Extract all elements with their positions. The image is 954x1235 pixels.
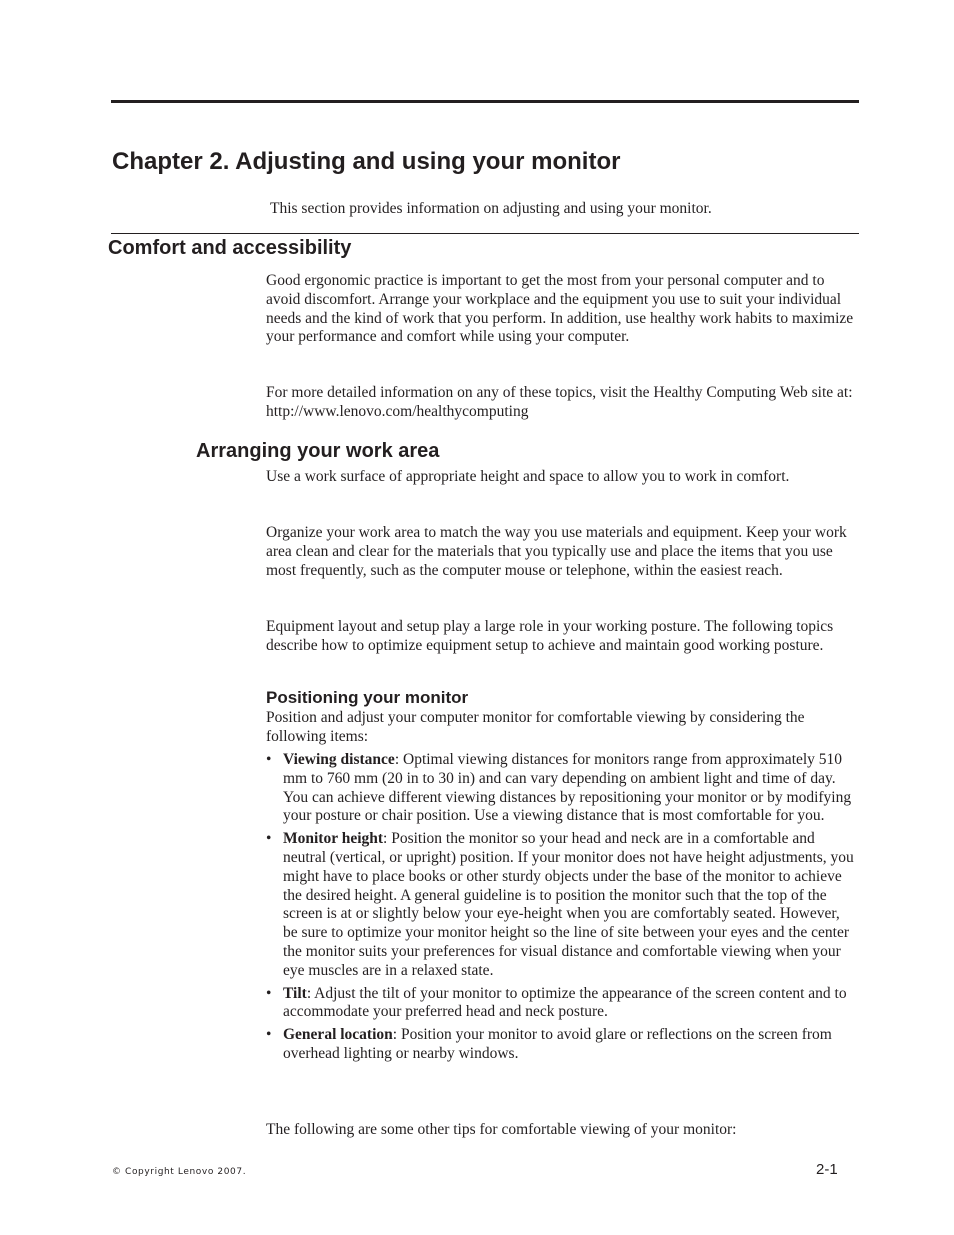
list-item: [266, 1026, 858, 1064]
chapter-top-rule: [111, 100, 859, 103]
comfort-paragraph-2: For more detailed information on any of these topics, visit the Healthy Computing Web site at: http://www.lenovo.com/healthycomputing: [266, 384, 853, 420]
item-text: : Adjust the tilt of your monitor to optimize the appearance of the screen content and to accommodate your preferred head and neck posture.: [283, 984, 847, 1021]
work-area-paragraph-3: Equipment layout and setup play a large role in your working posture. The following topics describe how to optimize equipment setup to achieve and maintain good working posture.: [266, 618, 834, 654]
heading-arranging-work-area: Arranging your work area: [196, 440, 440, 462]
positioning-list: [266, 751, 858, 1068]
chapter-intro: This section provides information on adjusting and using your monitor.: [270, 200, 712, 217]
item-text: : Position your monitor to avoid glare or reflections on the screen from overhead lighting or nearby windows.: [283, 1026, 832, 1062]
work-area-paragraph-2: Organize your work area to match the way you use materials and equipment. Keep your work area clean and clear for the materials that you typically use and place the items that you use most frequently, such as the computer mouse or telephone, within the easiest reach.: [266, 524, 847, 579]
item-term: Tilt: [283, 984, 307, 1002]
list-item: [266, 985, 858, 1023]
item-text: : Optimal viewing distances for monitors range from approximately 510 mm to 760 mm (20 in to 30 in) and can vary depending on ambient light and time of day. You can achieve different viewing distances by repositioning your monitor or by modifying your posture or chair position. Use a viewing distance that is most comfortable for you.: [283, 751, 852, 825]
comfort-paragraph-1: Good ergonomic practice is important to get the most from your personal computer and to avoid discomfort. Arrange your workplace and the equipment you use to suit your individual needs and the kind of work that you perform. In addition, use healthy work habits to maximize your performance and comfort while using your computer.: [266, 272, 854, 346]
item-term: General location: [283, 1026, 393, 1044]
list-item: [266, 830, 858, 980]
copyright-notice: © Copyright Lenovo 2007.: [112, 1167, 247, 1177]
bullet-glyph: •: [266, 1026, 272, 1044]
heading-comfort-accessibility: Comfort and accessibility: [108, 237, 352, 259]
item-term: Monitor height: [283, 830, 384, 848]
work-area-paragraph-1: Use a work surface of appropriate height and space to allow you to work in comfort.: [266, 468, 790, 485]
bullet-glyph: •: [266, 984, 272, 1002]
page-number: 2-1: [816, 1161, 838, 1178]
heading-positioning-monitor: Positioning your monitor: [266, 688, 469, 707]
list-item: [266, 751, 858, 826]
chapter-title: Chapter 2. Adjusting and using your monitor: [112, 148, 621, 175]
bullet-glyph: •: [266, 830, 272, 848]
item-text: : Position the monitor so your head and neck are in a comfortable and neutral (vertical, or upright) position. If your monitor does not have height adjustments, you might have to place books or other sturdy objects under the base of the monitor to achieve the desired height. A general guideline is to position the monitor such that the top of the screen is at or slightly below your eye-height when you are comfortably seated. However, be sure to optimize your monitor height so the line of site between your eyes and the center the monitor suits your preferences for visual distance and comfortable viewing when your eye muscles are in a relaxed state.: [283, 830, 854, 979]
positioning-closing: The following are some other tips for comfortable viewing of your monitor:: [266, 1121, 737, 1138]
positioning-intro: Position and adjust your computer monitor for comfortable viewing by considering the following items:: [266, 709, 805, 745]
bullet-glyph: •: [266, 751, 272, 768]
item-term: Viewing distance: [283, 751, 395, 768]
section-rule: [111, 233, 859, 234]
